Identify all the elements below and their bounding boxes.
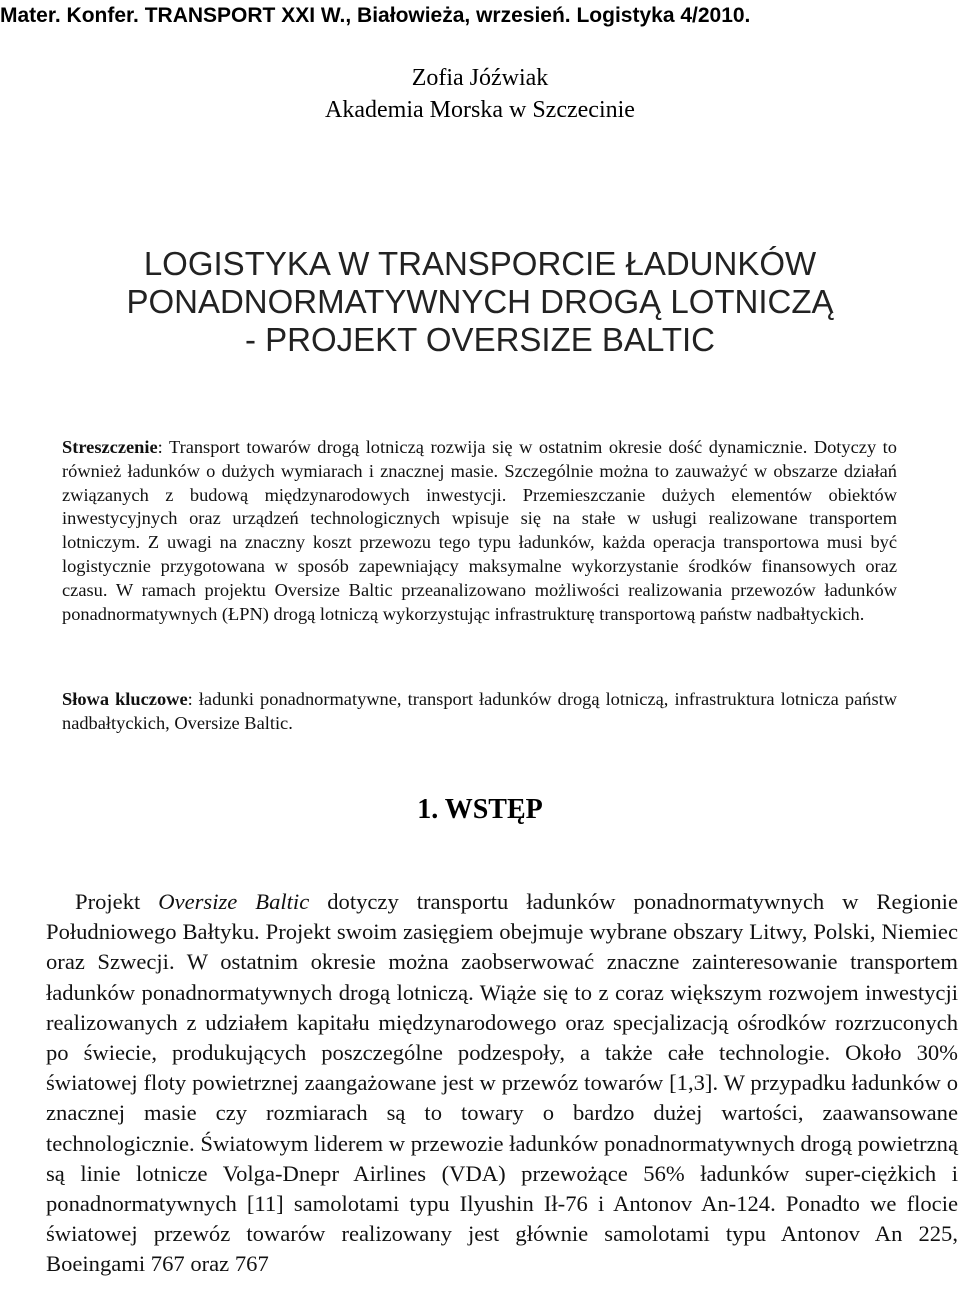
paragraph-text: dotyczy transportu ładunków ponadnormatywnych w Regionie Południowego Bałtyku. Projekt swoim zasięgiem obejmuje wybrane obszary Litwy, Polski, Niemiec oraz Szwecji. W ostatnim okresie można zaobserwować znaczne zainteresowanie transportem ładunków ponadnormatywnych drogą lotniczą. Wiąże się to z coraz większym rozwojem inwestycji realizowanych z udziałem kapitału międzynarodowego oraz specjalizacją ośrodków rozrzuconych po świecie, produkujących poszczególne podzespoły, a także całe technologie. Około 30% światowej floty powietrznej zaangażowane jest w przewóz towarów [1,3]. W przypadku ładunków o znacznej masie czy rozmiarach są to towary o bardzo dużej wartości, zaawansowane technologicznie. Światowym liderem w przewozie ładunków ponadnormatywnych drogą powietrzną są linie lotnicze Volga-Dnepr Airlines (VDA) przewożące 56% ładunków super-ciężkich i ponadnormatywnych [11] samolotami typu Ilyushin Ił-76 i Antonov An-124. Ponadto we flocie światowej przewóz towarów realizowany jest głównie samolotami typu Antonov An 225, Boeingami 767 oraz 767: [46, 889, 958, 1277]
author-block: [0, 62, 960, 126]
keywords-text: : ładunki ponadnormatywne, transport ładunków drogą lotniczą, infrastruktura lotnicza państw nadbałtyckich, Oversize Baltic.: [62, 689, 897, 733]
project-name-italic: Oversize Baltic: [158, 889, 310, 914]
author-affiliation: Akademia Morska w Szczecinie: [325, 97, 635, 123]
section-paragraph: [46, 887, 958, 1280]
author-name: Zofia Jóźwiak: [411, 65, 549, 91]
abstract: [62, 436, 897, 626]
keywords-label: Słowa kluczowe: [62, 689, 188, 709]
abstract-label: Streszczenie: [62, 437, 158, 457]
section-heading: 1. WSTĘP: [417, 794, 543, 825]
title-line-3: - PROJEKT OVERSIZE BALTIC: [244, 321, 716, 358]
title-line-2: PONADNORMATYWNYCH DROGĄ LOTNICZĄ: [126, 283, 834, 320]
running-head: Mater. Konfer. TRANSPORT XXI W., Białowieża, wrzesień. Logistyka 4/2010.: [0, 4, 751, 27]
paragraph-intro: Projekt: [75, 889, 159, 914]
paper-title: [0, 245, 960, 359]
abstract-text: : Transport towarów drogą lotniczą rozwija się w ostatnim okresie dość dynamicznie. Dotyczy to również ładunków o dużych wymiarach i znacznej masie. Szczególnie można to zauważyć w obszarze działań związanych z budową międzynarodowych inwestycji. Przemieszczanie dużych elementów obiektów inwestycyjnych oraz urządzeń technologicznych wpisuje się na stałe w usługi realizowane transportem lotniczym. Z uwagi na znaczny koszt przewozu tego typu ładunków, każda operacja transportowa musi być logistycznie przygotowana w sposób zapewniający maksymalne wykorzystanie środków finansowych oraz czasu. W ramach projektu Oversize Baltic przeanalizowano możliwości realizowania przewozów ładunków ponadnormatywnych (ŁPN) drogą lotniczą wykorzystując infrastrukturę transportową państw nadbałtyckich.: [62, 437, 897, 624]
keywords: [62, 688, 897, 736]
title-line-1: LOGISTYKA W TRANSPORCIE ŁADUNKÓW: [143, 245, 817, 282]
